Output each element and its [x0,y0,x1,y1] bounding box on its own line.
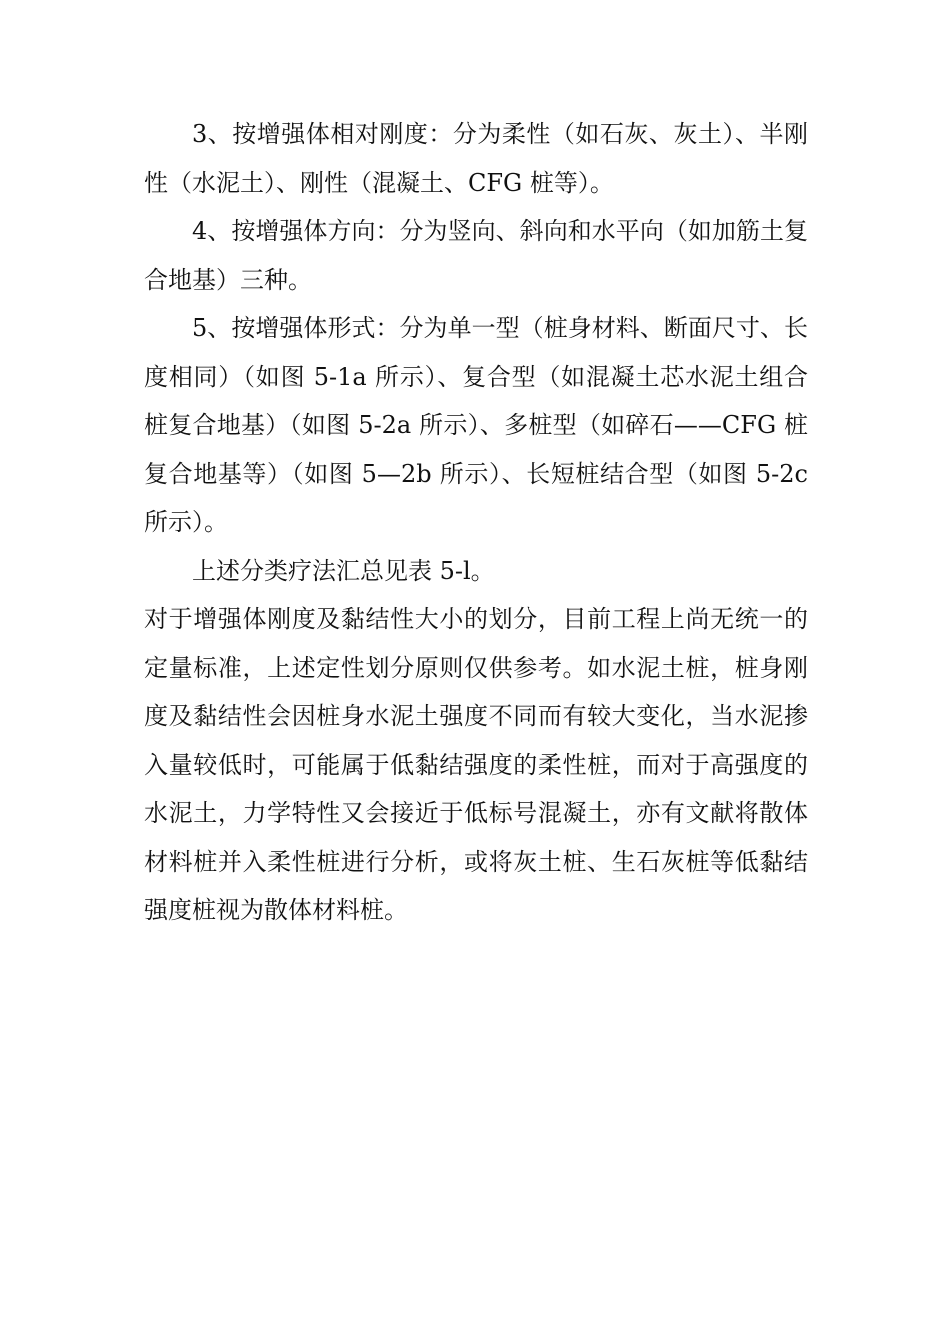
paragraph-stiffness-classification: 3、按增强体相对刚度：分为柔性（如石灰、灰土）、半刚性（水泥土）、刚性（混凝土、CFG 桩等）。 [144,120,808,197]
document-body [144,110,808,935]
paragraph-form-classification: 5、按增强体形式：分为单一型（桩身材料、断面尺寸、长度相同）（如图 5-1a 所示）、复合型（如混凝土芯水泥土组合桩复合地基）（如图 5-2a 所示）、多桩型（如碎石——CFG 桩复合地基等）（如图 5—2b 所示）、长短桩结合型（如图 5-2c 所示）。 [144,314,808,536]
paragraph-classification-note: 对于增强体刚度及黏结性大小的划分，目前工程上尚无统一的定量标准，上述定性划分原则仅供参考。如水泥土桩，桩身刚度及黏结性会因桩身水泥土强度不同而有较大变化，当水泥掺入量较低时，可能属于低黏结强度的柔性桩，而对于高强度的水泥土，力学特性又会接近于低标号混凝土，亦有文献将散体材料桩并入柔性桩进行分析，或将灰土桩、生石灰桩等低黏结强度桩视为散体材料桩。 [144,605,808,924]
paragraph-summary-reference: 上述分类疗法汇总见表 5-l。 [192,556,495,585]
paragraph-direction-classification: 4、按增强体方向：分为竖向、斜向和水平向（如加筋土复合地基）三种。 [144,217,808,294]
